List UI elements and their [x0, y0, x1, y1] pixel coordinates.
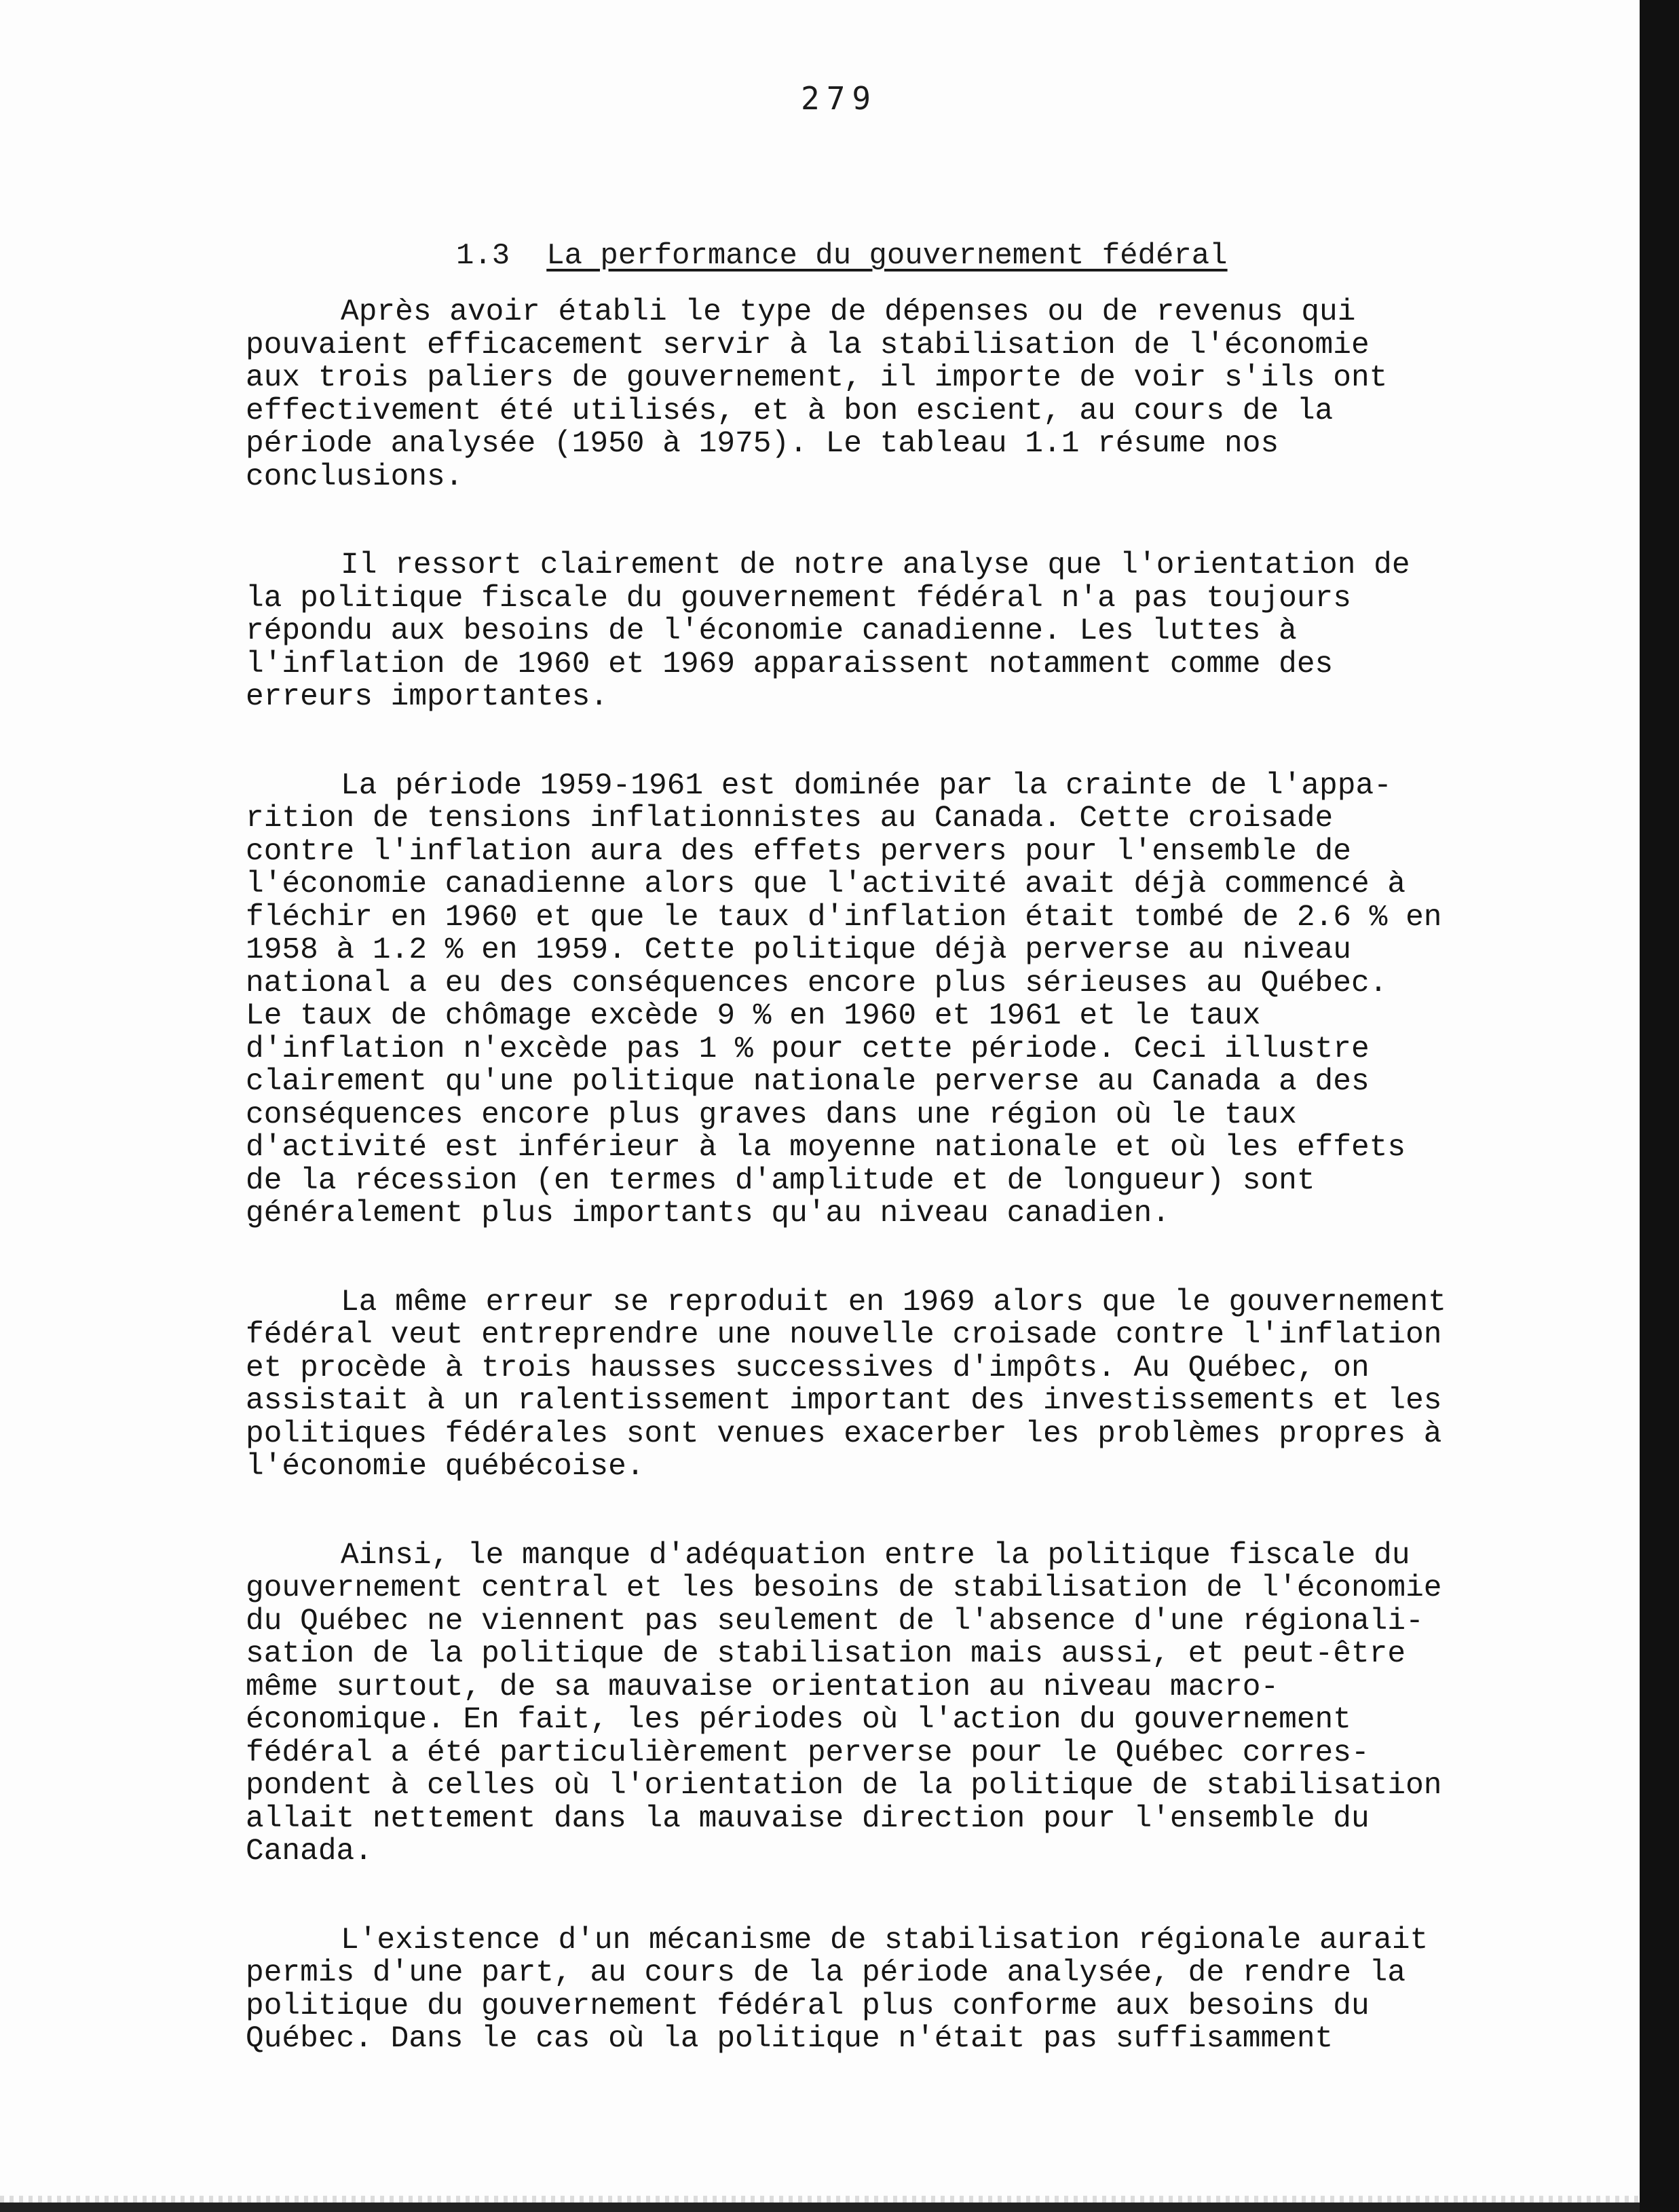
paragraph-1: Après avoir établi le type de dépenses ou de revenus qui pouvaient efficacement servir à la stabilisation de l'économie aux trois paliers de gouvernement, il importe de voir s'ils ont effectivement été utilisés, et à bon escient, au cours de la période analysée (1950 à 1975). Le tableau 1.1 résume nos conclusions.: [246, 295, 1388, 494]
paragraph-4: La même erreur se reproduit en 1969 alors que le gouvernement fédéral veut entreprendre une nouvelle croisade contre l'inflation et procède à trois hausses successives d'impôts. Au Québec, on assistait à un ralentissement important des investissements et les politiques fédérales sont venues exacerber les problèmes propres à l'économie québécoise.: [246, 1285, 1446, 1484]
page-number: 279: [801, 80, 878, 117]
paragraph-6: L'existence d'un mécanisme de stabilisation régionale aurait permis d'une part, au cours de la période analysée, de rendre la politique du gouvernement fédéral plus conforme aux besoins du Québec. Dans le cas où la politique n'était pas suffisamment: [246, 1923, 1429, 2056]
section-heading: [456, 239, 1228, 273]
paragraph-3: La période 1959-1961 est dominée par la crainte de l'appa- rition de tensions inflationnistes au Canada. Cette croisade contre l'inflation aura des effets pervers pour l'ensemble de l'économie canadienne alors que l'activité avait déjà commencé à fléchir en 1960 et que le taux d'inflation était tombé de 2.6 % en 1958 à 1.2 % en 1959. Cette politique déjà perverse au niveau national a eu des conséquences encore plus sérieuses au Québec. Le taux de chômage excède 9 % en 1960 et 1961 et le taux d'inflation n'excède pas 1 % pour cette période. Ceci illustre clairement qu'une politique nationale perverse au Canada a des conséquences encore plus graves dans une région où le taux d'activité est inférieur à la moyenne nationale et où les effets de la récession (en termes d'amplitude et de longueur) sont généralement plus importants qu'au niveau canadien.: [246, 768, 1442, 1231]
scan-noise-bottom: [0, 2196, 1640, 2202]
paragraph-2: Il ressort clairement de notre analyse que l'orientation de la politique fiscale du gouvernement fédéral n'a pas toujours répondu aux besoins de l'économie canadienne. Les luttes à l'inflation de 1960 et 1969 apparaissent notamment comme des erreurs importantes.: [246, 548, 1410, 714]
scan-border-bottom: [0, 2202, 1640, 2212]
paragraph-5: Ainsi, le manque d'adéquation entre la politique fiscale du gouvernement central et les besoins de stabilisation de l'économie du Québec ne viennent pas seulement de l'absence d'une régionali- sation de la politique de stabilisation mais aussi, et peut-être même surtout, de sa mauvaise orientation au niveau macro- économique. En fait, les périodes où l'action du gouvernement fédéral a été particulièrement perverse pour le Québec corres- pondent à celles où l'orientation de la politique de stabilisation allait nettement dans la mauvaise direction pour l'ensemble du Canada.: [246, 1538, 1442, 1869]
scan-border-right: [1640, 0, 1679, 2212]
body-text: [246, 296, 1555, 2112]
section-number: 1.3: [456, 239, 510, 273]
section-title: La performance du gouvernement fédéral: [546, 239, 1228, 273]
